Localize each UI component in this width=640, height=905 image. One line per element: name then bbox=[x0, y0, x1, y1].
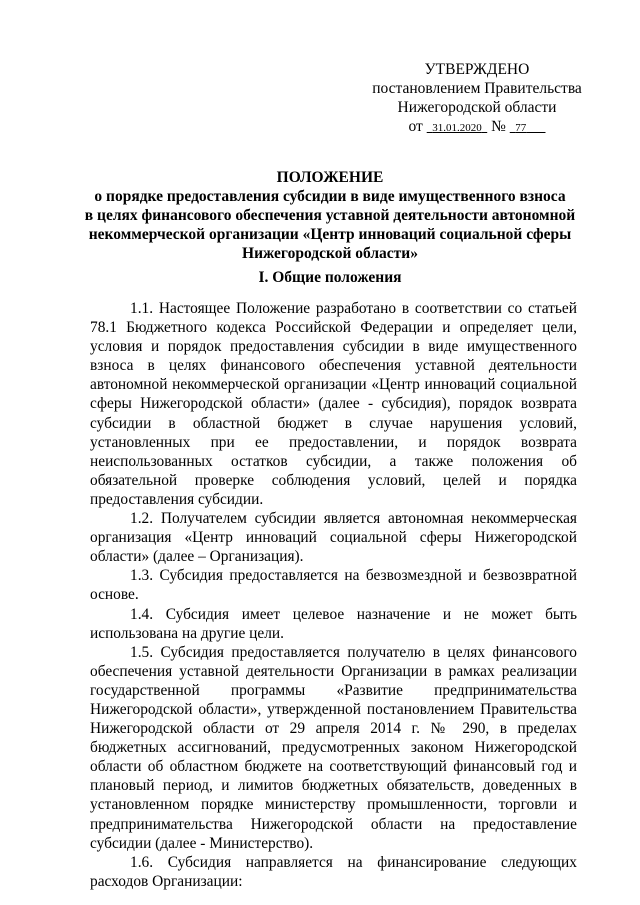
title-heading: ПОЛОЖЕНИЕ bbox=[276, 169, 384, 186]
paragraph-1-1: 1.1. Настоящее Положение разработано в соответствии со статьей 78.1 Бюджетного кодекса Российской Федерации и определяет цели, условия и порядок предоставления субсидии в виде имущественного взноса в целях финансового обеспечения уставной деятельности автономной некоммерческой организации «Центр инноваций социальной сферы Нижегородской области» (далее - субсидия), порядок возврата субсидии в областной бюджет в случае нарушения условий, установленных при ее предоставлении, и порядок возврата неиспользованных остатков субсидии, а также положения об обязательной проверке соблюдения условий, целей и порядка предоставления субсидии. bbox=[90, 300, 577, 508]
paragraph-1-3: 1.3. Субсидия предоставляется на безвозмездной и безвозвратной основе. bbox=[90, 567, 577, 604]
title-line: некоммерческой организации «Центр инноваций социальной сферы bbox=[88, 226, 572, 243]
section-title: I. Общие положения bbox=[258, 269, 402, 286]
approval-line-authority: постановлением Правительства bbox=[372, 80, 582, 97]
document-title bbox=[70, 168, 590, 263]
approval-date-number-line bbox=[352, 117, 602, 138]
paragraph-1-4: 1.4. Субсидия имеет целевое назначение и не может быть использована на другие цели. bbox=[90, 605, 577, 642]
approval-line-region: Нижегородской области bbox=[397, 99, 557, 116]
approval-stamp-block bbox=[352, 60, 602, 138]
approval-number: 77 bbox=[515, 122, 527, 134]
paragraph-1-2: 1.2. Получателем субсидии является автономная некоммерческая организация «Центр инноваций социальной сферы Нижегородской области» (далее – Организация). bbox=[90, 510, 577, 566]
number-label: № bbox=[491, 118, 506, 135]
title-line: о порядке предоставления субсидии в виде имущественного взноса bbox=[94, 188, 566, 205]
title-line: в целях финансового обеспечения уставной деятельности автономной bbox=[84, 207, 576, 224]
paragraph-1-5: 1.5. Субсидия предоставляется получателю в целях финансового обеспечения уставной деятельности Организации в рамках реализации государственной программы «Развитие предпринимательства Нижегородской области», утвержденной постановлением Правительства Нижегородской области от 29 апреля 2014 г. № 290, в пределах бюджетных ассигнований, предусмотренных законом Нижегородской области об областном бюджете на соответствующий финансовый год и плановый период, и лимитов бюджетных обязательств, доведенных в установленном порядке министерству промышленности, торговли и предпринимательства Нижегородской области на предоставление субсидии (далее - Министерство). bbox=[90, 643, 577, 852]
body-text bbox=[90, 299, 577, 891]
paragraph-1-6: 1.6. Субсидия направляется на финансирование следующих расходов Организации: bbox=[90, 853, 577, 890]
approval-date: 31.01.2020 bbox=[432, 122, 482, 134]
title-line: Нижегородской области» bbox=[242, 245, 418, 262]
approval-heading: УТВЕРЖДЕНО bbox=[424, 61, 530, 78]
from-label: от bbox=[408, 118, 423, 135]
